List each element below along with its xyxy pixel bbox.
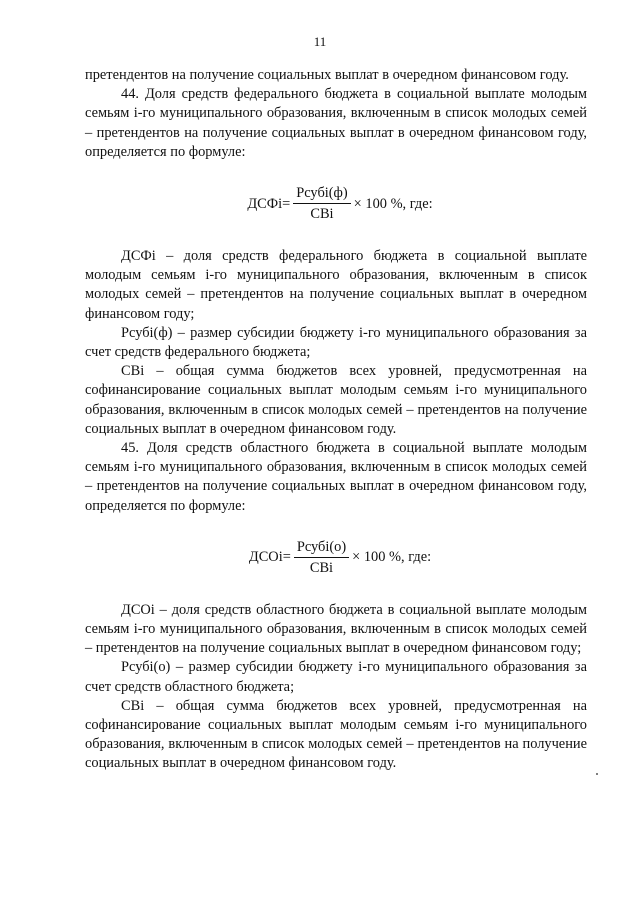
- formula-fraction: [293, 184, 350, 223]
- formula-denominator: СВi: [310, 206, 334, 223]
- formula-lhs: ДСОi=: [248, 549, 291, 566]
- document-body: [85, 66, 587, 774]
- definition-rsub-federal: Рсубi(ф) – размер субсидии бюджету i-го муниципального образования за счет средств федерального бюджета;: [85, 324, 587, 361]
- formula-rhs: × 100 %, где:: [352, 549, 432, 566]
- definition-dsoi: ДСОi – доля средств областного бюджета в социальной выплате молодым семьям i-го муниципального образования, включенным в список молодых семей – претендентов на получение социальных выплат в очередном финансовом году;: [85, 601, 587, 657]
- paragraph-intro: претендентов на получение социальных выплат в очередном финансовом году.: [85, 67, 569, 83]
- page-number: 11: [313, 34, 327, 49]
- paragraph-44: 44. Доля средств федерального бюджета в социальной выплате молодым семьям i-го муниципального образования, включенным в список молодых семей – претендентов на получение социальных выплат в очередном финансовом году, определяется по формуле:: [85, 86, 587, 160]
- definition-dsfi: ДСФi – доля средств федерального бюджета в социальной выплате молодым семьям i-го муниципального образования, включенным в список молодых семей – претендентов на получение социальных выплат в очередном финансовом году;: [85, 248, 587, 322]
- formula-denominator: СВi: [309, 559, 334, 576]
- formula-rhs: × 100 %, где:: [353, 195, 433, 212]
- formula-fraction: [294, 538, 349, 577]
- definition-rsub-regional: Рсубi(о) – размер субсидии бюджету i-го муниципального образования за счет средств областного бюджета;: [85, 659, 587, 695]
- formula-lhs: ДСФi=: [247, 195, 291, 212]
- formula-numerator: Рсубi(ф): [293, 184, 350, 204]
- formula-regional-share: [93, 538, 587, 577]
- definition-cvi-2: СВi – общая сумма бюджетов всех уровней, предусмотренная на софинансирование социальных выплат молодым семьям i-го муниципального образования, включенным в список молодых семей – претендентов на получение социальных выплат в очередном финансовом году.: [85, 697, 587, 772]
- formula-federal-share: [93, 184, 587, 223]
- scan-speck: [596, 773, 598, 775]
- formula-numerator: Рсубi(о): [294, 538, 349, 558]
- paragraph-45: 45. Доля средств областного бюджета в социальной выплате молодым семьям i-го муниципального образования, включенным в список молодых семей – претендентов на получение социальных выплат в очередном финансовом году, определяется по формуле:: [85, 440, 587, 514]
- definition-cvi: СВi – общая сумма бюджетов всех уровней, предусмотренная на софинансирование социальных выплат молодым семьям i-го муниципального образования, включенным в список молодых семей – претендентов на получение социальных выплат в очередном финансовом году.: [85, 363, 587, 437]
